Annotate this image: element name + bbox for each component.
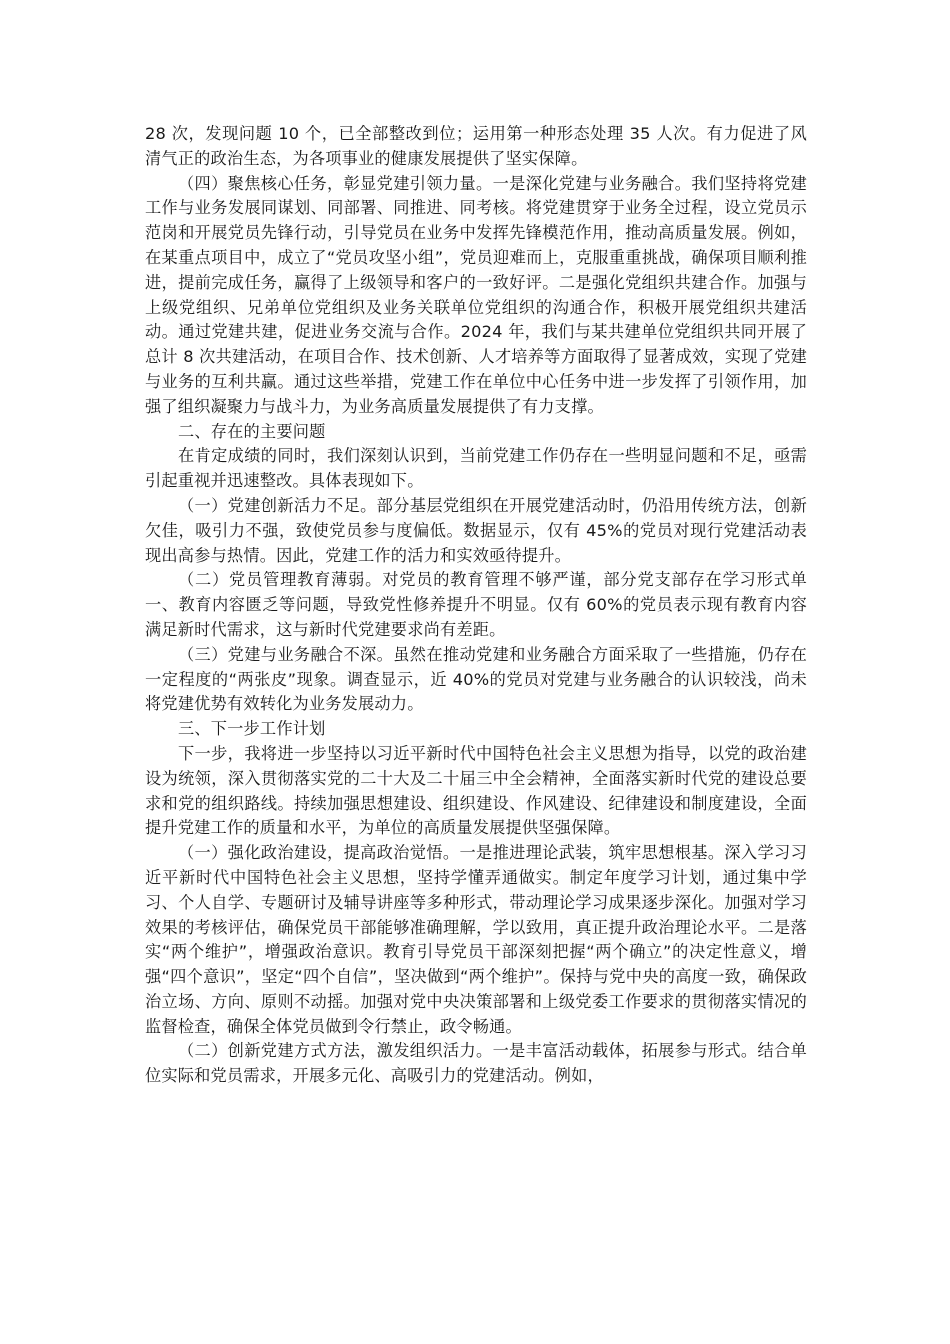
paragraph-plan-intro: 下一步，我将进一步坚持以习近平新时代中国特色社会主义思想为指导，以党的政治建设为统领，深入贯彻落实党的二十大及二十届三中全会精神，全面落实新时代党的建设总要求和党的组织路线。持续加强思想建设、组织建设、作风建设、纪律建设和制度建设，全面提升党建工作的质量和水平，为单位的高质量发展提供坚强保障。 xyxy=(145,743,807,838)
paragraph-plan-one: （一）强化政治建设，提高政治觉悟。一是推进理论武装，筑牢思想根基。深入学习习近平新时代中国特色社会主义思想，坚持学懂弄通做实。制定年度学习计划，通过集中学习、个人自学、专题研讨及辅导讲座等多种形式，带动理论学习成果逐步深化。加强对学习效果的考核评估，确保党员干部能够准确理解，学以致用，真正提升政治理论水平。二是落实“两个维护”，增强政治意识。教育引导党员干部深刻把握“两个确立”的决定性意义，增强“四个意识”，坚定“四个自信”，坚决做到“两个维护”。保持与党中央的高度一致，确保政治立场、方向、原则不动摇。加强对党中央决策部署和上级党委工作要求的贯彻落实情况的监督检查，确保全体党员做到令行禁止，政令畅通。 xyxy=(145,843,807,1036)
paragraph-problem-two: （二）党员管理教育薄弱。对党员的教育管理不够严谨，部分党支部存在学习形式单一、教育内容匮乏等问题，导致党性修养提升不明显。仅有 60%的党员表示现有教育内容满足新时代需求，这与新时代党建要求尚有差距。 xyxy=(145,570,807,639)
paragraph-continuation: 28 次，发现问题 10 个，已全部整改到位；运用第一种形态处理 35 人次。有力促进了风清气正的政治生态，为各项事业的健康发展提供了坚实保障。 xyxy=(145,124,807,168)
paragraph-plan-two: （二）创新党建方式方法，激发组织活力。一是丰富活动载体，拓展参与形式。结合单位实际和党员需求，开展多元化、高吸引力的党建活动。例如， xyxy=(145,1041,807,1086)
document-page xyxy=(145,122,807,1089)
paragraph-problem-three: （三）党建与业务融合不深。虽然在推动党建和业务融合方面采取了一些措施，仍存在一定程度的“两张皮”现象。调查显示，近 40%的党员对党建与业务融合的认识较浅，尚未将党建优势有效转化为业务发展动力。 xyxy=(145,644,807,714)
heading-next-plan: 三、下一步工作计划 xyxy=(178,719,326,739)
paragraph-problem-one: （一）党建创新活力不足。部分基层党组织在开展党建活动时，仍沿用传统方法，创新欠佳，吸引力不强，致使党员参与度偏低。数据显示，仅有 45%的党员对现行党建活动表现出高参与热情。因此，党建工作的活力和实效亟待提升。 xyxy=(145,495,807,565)
heading-main-problems: 二、存在的主要问题 xyxy=(178,421,326,441)
paragraph-section-four: （四）聚焦核心任务，彰显党建引领力量。一是深化党建与业务融合。我们坚持将党建工作与业务发展同谋划、同部署、同推进、同考核。将党建贯穿于业务全过程，设立党员示范岗和开展党员先锋行动，引导党员在业务中发挥先锋模范作用，推动高质量发展。例如，在某重点项目中，成立了“党员攻坚小组”，党员迎难而上，克服重重挑战，确保项目顺利推进，提前完成任务，赢得了上级领导和客户的一致好评。二是强化党组织共建合作。加强与上级党组织、兄弟单位党组织及业务关联单位党组织的沟通合作，积极开展党组织共建活动。通过党建共建，促进业务交流与合作。2024 年，我们与某共建单位党组织共同开展了总计 8 次共建活动，在项目合作、技术创新、人才培养等方面取得了显著成效，实现了党建与业务的互利共赢。通过这些举措，党建工作在单位中心任务中进一步发挥了引领作用，加强了组织凝聚力与战斗力，为业务高质量发展提供了有力支撑。 xyxy=(145,173,807,416)
paragraph-problems-intro: 在肯定成绩的同时，我们深刻认识到，当前党建工作仍存在一些明显问题和不足，亟需引起重视并迅速整改。具体表现如下。 xyxy=(145,446,807,491)
